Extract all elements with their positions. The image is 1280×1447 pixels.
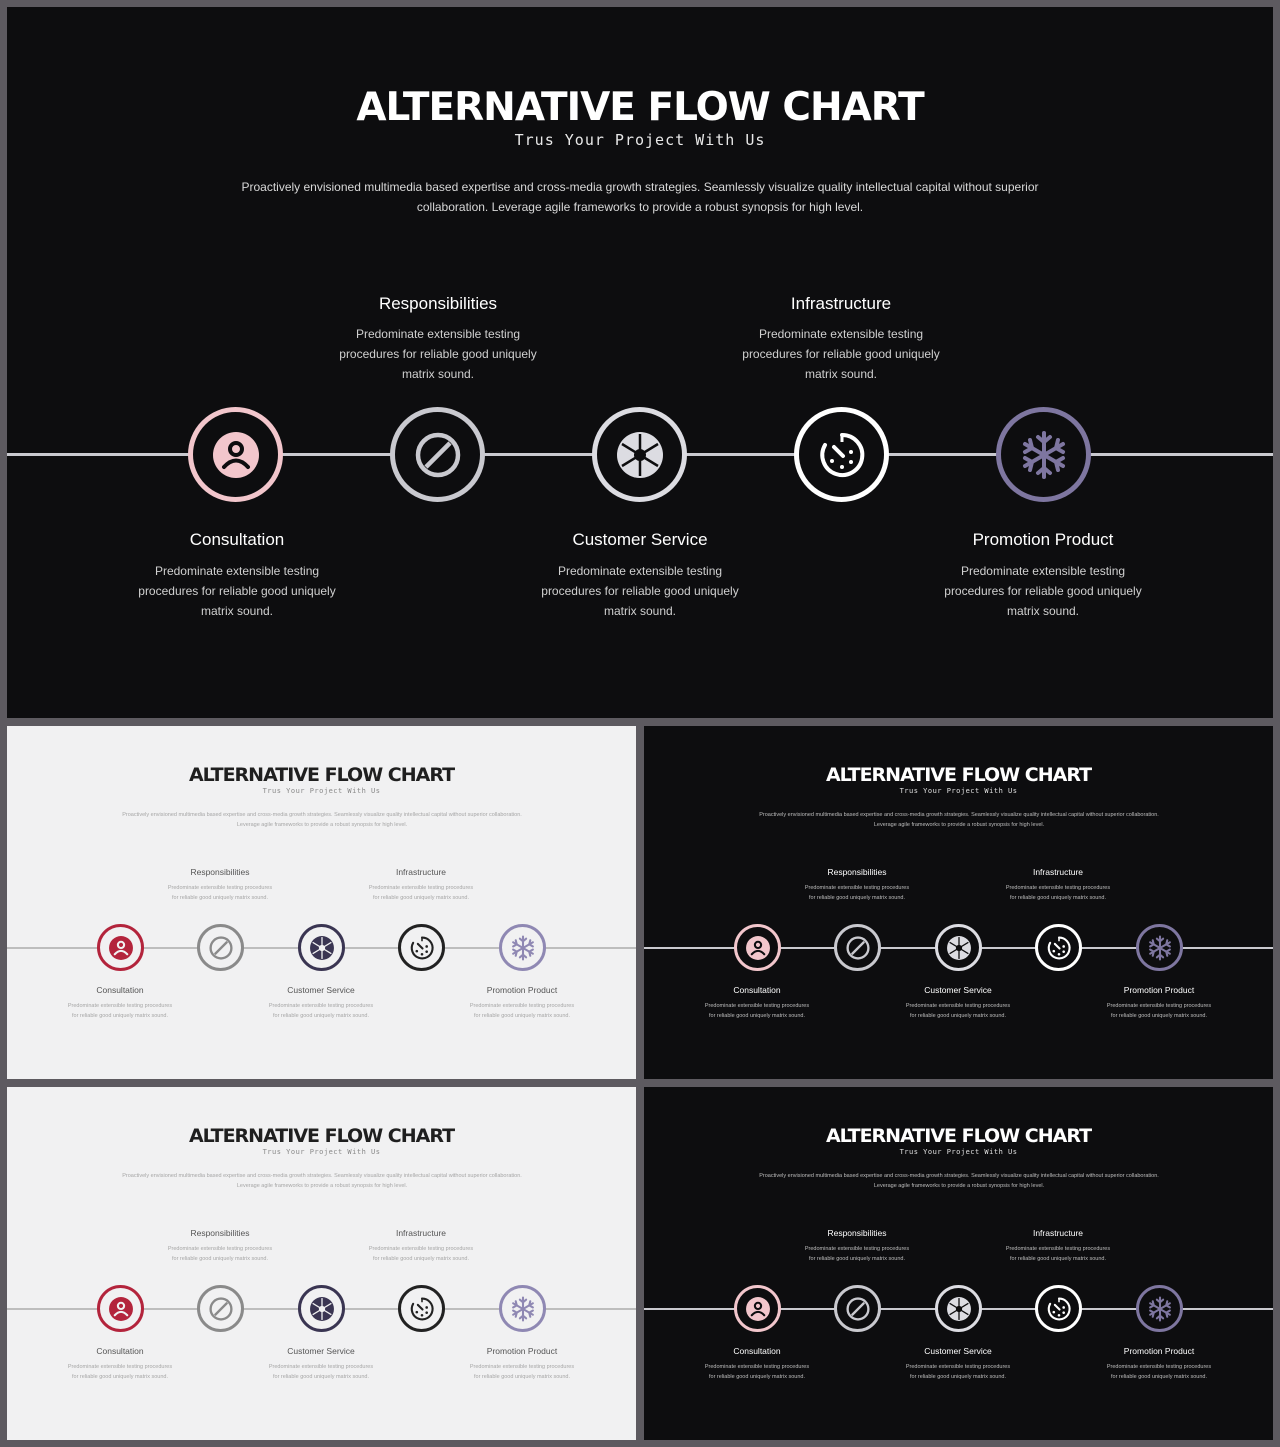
slide-main-dark <box>7 7 1273 718</box>
step-text-customer-service: Predominate extensible testing procedures for reliable good uniquely matrix sound. <box>268 1003 374 1019</box>
step-circle-customer-service <box>298 924 345 971</box>
step-label-consultation: Consultation <box>96 985 144 995</box>
block-icon <box>208 935 234 961</box>
timer-icon <box>1046 935 1072 961</box>
user-icon <box>108 1296 134 1322</box>
step-text-responsibilities: Predominate extensible testing procedures for reliable good uniquely matrix sound. <box>804 1246 910 1262</box>
step-circle-customer-service <box>935 924 982 971</box>
step-label-consultation: Consultation <box>189 530 285 549</box>
step-circle-consultation <box>97 924 144 971</box>
step-circle-responsibilities <box>834 924 881 971</box>
step-text-promotion-product: Predominate extensible testing procedures for reliable good uniquely matrix sound. <box>1106 1364 1212 1380</box>
aperture-icon <box>946 1296 972 1322</box>
step-circle-responsibilities <box>834 1285 881 1332</box>
user-icon <box>745 1296 771 1322</box>
slide-thumb-dark-2 <box>644 1087 1273 1440</box>
step-label-promotion-product: Promotion Product <box>1123 985 1195 995</box>
step-circle-promotion-product <box>499 1285 546 1332</box>
user-icon <box>211 430 261 480</box>
slide-title: ALTERNATIVE FLOW CHART <box>188 764 455 786</box>
step-circle-promotion-product <box>1136 924 1183 971</box>
step-circle-responsibilities <box>390 407 485 502</box>
step-circle-customer-service <box>592 407 687 502</box>
step-label-infrastructure: Infrastructure <box>395 867 447 877</box>
step-text-promotion-product: Predominate extensible testing procedures for reliable good uniquely matrix sound. <box>469 1364 575 1380</box>
timer-icon <box>409 1296 435 1322</box>
step-text-infrastructure: Predominate extensible testing procedures for reliable good uniquely matrix sound. <box>368 885 474 901</box>
user-icon <box>108 935 134 961</box>
step-circle-responsibilities <box>197 924 244 971</box>
step-circle-consultation <box>734 924 781 971</box>
step-circle-consultation <box>734 1285 781 1332</box>
slide-subtitle: Trus Your Project With Us <box>899 787 1018 795</box>
step-text-consultation: Predominate extensible testing procedures for reliable good uniquely matrix sound. <box>67 1364 173 1380</box>
snowflake-icon <box>510 935 536 961</box>
step-circle-promotion-product <box>1136 1285 1183 1332</box>
step-text-consultation: Predominate extensible testing procedures for reliable good uniquely matrix sound. <box>138 564 336 618</box>
slide-description: Proactively envisioned multimedia based expertise and cross-media growth strategies. Seamlessly visualize quality intellectual capital without superior collaboration. Leverage agile frameworks to provide a robust synopsis for high level. <box>122 1173 522 1189</box>
snowflake-icon <box>510 1296 536 1322</box>
snowflake-icon <box>1019 430 1069 480</box>
slide-description: Proactively envisioned multimedia based expertise and cross-media growth strategies. Seamlessly visualize quality intellectual capital without superior collaboration. Leverage agile frameworks to provide a robust synopsis for high level. <box>759 812 1159 828</box>
step-label-customer-service: Customer Service <box>924 1346 992 1356</box>
step-text-customer-service: Predominate extensible testing procedures for reliable good uniquely matrix sound. <box>541 564 739 618</box>
snowflake-icon <box>1147 1296 1173 1322</box>
step-label-infrastructure: Infrastructure <box>790 294 892 313</box>
step-label-consultation: Consultation <box>96 1346 144 1356</box>
step-circle-responsibilities <box>197 1285 244 1332</box>
step-label-responsibilities: Responsibilities <box>190 1228 250 1238</box>
step-circle-promotion-product <box>499 924 546 971</box>
step-label-customer-service: Customer Service <box>924 985 992 995</box>
user-icon <box>745 935 771 961</box>
step-label-promotion-product: Promotion Product <box>486 985 558 995</box>
step-text-infrastructure: Predominate extensible testing procedures for reliable good uniquely matrix sound. <box>742 327 940 381</box>
step-label-responsibilities: Responsibilities <box>190 867 250 877</box>
step-text-infrastructure: Predominate extensible testing procedures for reliable good uniquely matrix sound. <box>1005 885 1111 901</box>
slide-description: Proactively envisioned multimedia based expertise and cross-media growth strategies. Seamlessly visualize quality intellectual capital without superior collaboration. Leverage agile frameworks to provide a robust synopsis for high level. <box>759 1173 1159 1189</box>
step-text-promotion-product: Predominate extensible testing procedures for reliable good uniquely matrix sound. <box>469 1003 575 1019</box>
step-text-promotion-product: Predominate extensible testing procedures for reliable good uniquely matrix sound. <box>944 564 1142 618</box>
step-circle-infrastructure <box>1035 924 1082 971</box>
step-label-customer-service: Customer Service <box>287 985 355 995</box>
snowflake-icon <box>1147 935 1173 961</box>
step-text-responsibilities: Predominate extensible testing procedures for reliable good uniquely matrix sound. <box>804 885 910 901</box>
step-circle-consultation <box>97 1285 144 1332</box>
step-label-responsibilities: Responsibilities <box>378 294 498 313</box>
step-circle-infrastructure <box>1035 1285 1082 1332</box>
slide-subtitle: Trus Your Project With Us <box>262 787 381 795</box>
slide-subtitle: Trus Your Project With Us <box>514 131 766 149</box>
step-text-responsibilities: Predominate extensible testing procedures for reliable good uniquely matrix sound. <box>167 885 273 901</box>
slide-thumb-light-2 <box>7 1087 636 1440</box>
step-text-consultation: Predominate extensible testing procedures for reliable good uniquely matrix sound. <box>704 1364 810 1380</box>
step-text-promotion-product: Predominate extensible testing procedures for reliable good uniquely matrix sound. <box>1106 1003 1212 1019</box>
block-icon <box>208 1296 234 1322</box>
block-icon <box>413 430 463 480</box>
slide-title: ALTERNATIVE FLOW CHART <box>825 1125 1092 1147</box>
step-label-consultation: Consultation <box>733 985 781 995</box>
step-text-customer-service: Predominate extensible testing procedures for reliable good uniquely matrix sound. <box>268 1364 374 1380</box>
slide-description: Proactively envisioned multimedia based expertise and cross-media growth strategies. Seamlessly visualize quality intellectual capital without superior collaboration. Leverage agile frameworks to provide a robust synopsis for high level. <box>122 812 522 828</box>
aperture-icon <box>309 1296 335 1322</box>
step-circle-infrastructure <box>398 924 445 971</box>
step-label-infrastructure: Infrastructure <box>1032 1228 1084 1238</box>
step-text-consultation: Predominate extensible testing procedures for reliable good uniquely matrix sound. <box>704 1003 810 1019</box>
step-text-consultation: Predominate extensible testing procedures for reliable good uniquely matrix sound. <box>67 1003 173 1019</box>
aperture-icon <box>615 430 665 480</box>
step-text-responsibilities: Predominate extensible testing procedures for reliable good uniquely matrix sound. <box>339 327 537 381</box>
step-text-customer-service: Predominate extensible testing procedures for reliable good uniquely matrix sound. <box>905 1364 1011 1380</box>
timer-icon <box>409 935 435 961</box>
step-circle-promotion-product <box>996 407 1091 502</box>
step-text-infrastructure: Predominate extensible testing procedures for reliable good uniquely matrix sound. <box>368 1246 474 1262</box>
timer-icon <box>1046 1296 1072 1322</box>
step-text-customer-service: Predominate extensible testing procedures for reliable good uniquely matrix sound. <box>905 1003 1011 1019</box>
slide-description: Proactively envisioned multimedia based expertise and cross-media growth strategies. Seamlessly visualize quality intellectual capital without superior collaboration. Leverage agile frameworks to provide a robust synopsis for high level. <box>241 180 1039 214</box>
step-circle-infrastructure <box>398 1285 445 1332</box>
slide-title: ALTERNATIVE FLOW CHART <box>188 1125 455 1147</box>
step-circle-customer-service <box>298 1285 345 1332</box>
step-label-promotion-product: Promotion Product <box>486 1346 558 1356</box>
step-label-responsibilities: Responsibilities <box>827 867 887 877</box>
aperture-icon <box>946 935 972 961</box>
step-label-responsibilities: Responsibilities <box>827 1228 887 1238</box>
slide-title: ALTERNATIVE FLOW CHART <box>825 764 1092 786</box>
step-label-customer-service: Customer Service <box>572 530 708 549</box>
block-icon <box>845 1296 871 1322</box>
timer-icon <box>817 430 867 480</box>
step-circle-customer-service <box>935 1285 982 1332</box>
step-label-promotion-product: Promotion Product <box>1123 1346 1195 1356</box>
aperture-icon <box>309 935 335 961</box>
step-circle-infrastructure <box>794 407 889 502</box>
slide-subtitle: Trus Your Project With Us <box>262 1148 381 1156</box>
slide-thumb-dark-1 <box>644 726 1273 1079</box>
slide-title: ALTERNATIVE FLOW CHART <box>356 85 924 130</box>
step-circle-consultation <box>188 407 283 502</box>
slide-subtitle: Trus Your Project With Us <box>899 1148 1018 1156</box>
block-icon <box>845 935 871 961</box>
step-label-customer-service: Customer Service <box>287 1346 355 1356</box>
step-label-infrastructure: Infrastructure <box>1032 867 1084 877</box>
step-label-infrastructure: Infrastructure <box>395 1228 447 1238</box>
step-label-promotion-product: Promotion Product <box>972 530 1114 549</box>
step-text-responsibilities: Predominate extensible testing procedures for reliable good uniquely matrix sound. <box>167 1246 273 1262</box>
slide-thumb-light-1 <box>7 726 636 1079</box>
step-text-infrastructure: Predominate extensible testing procedures for reliable good uniquely matrix sound. <box>1005 1246 1111 1262</box>
step-label-consultation: Consultation <box>733 1346 781 1356</box>
